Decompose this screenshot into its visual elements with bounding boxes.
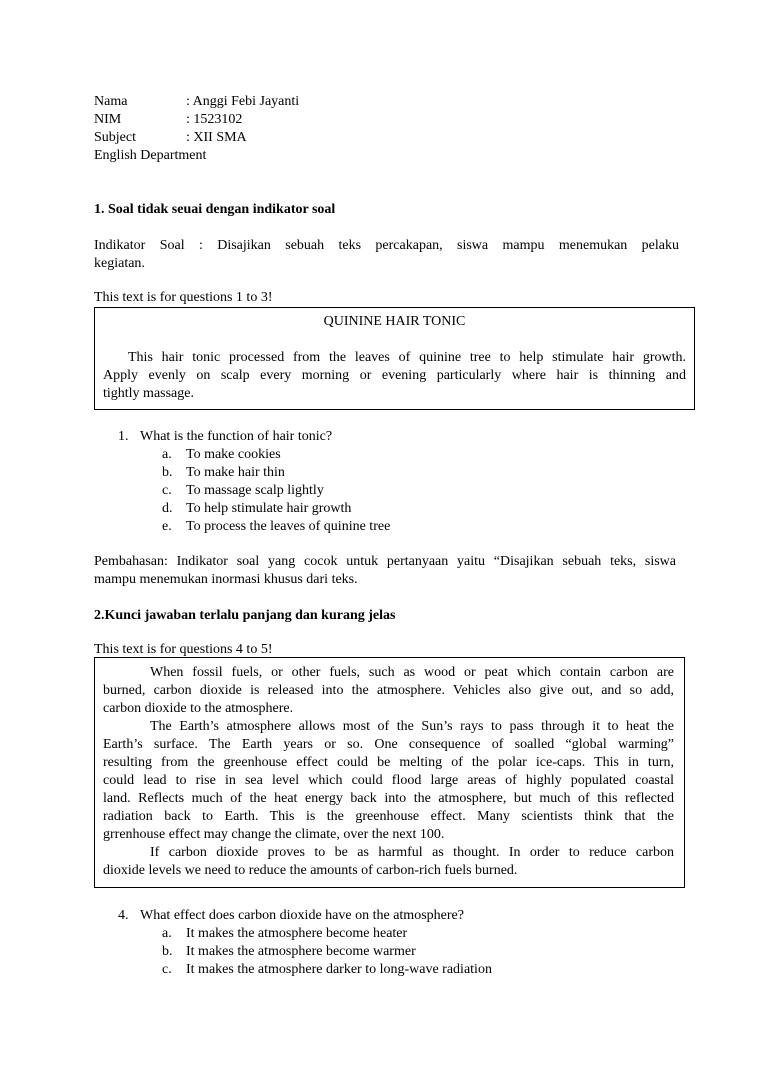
- option-text: It makes the atmosphere become heater: [186, 926, 408, 941]
- reading-box-hair-tonic: [94, 307, 695, 410]
- option-text: To help stimulate hair growth: [186, 501, 352, 516]
- reading-box-carbon: [94, 657, 685, 888]
- header-label-nama: Nama: [94, 94, 128, 109]
- option-text: To process the leaves of quinine tree: [186, 519, 391, 534]
- header-department: English Department: [94, 148, 207, 163]
- option-text: To make cookies: [186, 447, 281, 462]
- question-number: 1.: [118, 429, 129, 444]
- section2-heading: 2.Kunci jawaban terlalu panjang dan kurang jelas: [94, 608, 396, 623]
- header-value-subject: : XII SMA: [186, 130, 247, 145]
- question-number: 4.: [118, 908, 129, 923]
- header-label-nim: NIM: [94, 112, 122, 127]
- reading-box-line: resulting from the greenhouse effect could be melting of the polar ice-caps. This in turn,: [103, 755, 674, 770]
- reading-box-line: tightly massage.: [103, 386, 194, 401]
- header-value-nama: : Anggi Febi Jayanti: [186, 94, 300, 109]
- reading-box-title: QUININE HAIR TONIC: [323, 314, 466, 329]
- reading-box-line: If carbon dioxide proves to be as harmful as thought. In order to reduce carbon: [150, 845, 674, 860]
- option-text: To massage scalp lightly: [186, 483, 324, 498]
- section1-intro: This text is for questions 1 to 3!: [94, 290, 273, 305]
- reading-box-line: could lead to rise in sea level which could flood large areas of highly populated coastal: [103, 773, 674, 788]
- question-text: What effect does carbon dioxide have on the atmosphere?: [140, 908, 464, 923]
- reading-box-line: carbon dioxide to the atmosphere.: [103, 701, 294, 716]
- option-letter: a.: [162, 926, 172, 941]
- pembahasan-line2: mampu menemukan inormasi khusus dari teks.: [94, 572, 358, 587]
- reading-box-line: This hair tonic processed from the leaves of quinine tree to help stimulate hair growth.: [128, 350, 686, 365]
- option-letter: b.: [162, 944, 173, 959]
- question-text: What is the function of hair tonic?: [140, 429, 333, 444]
- header-label-subject: Subject: [94, 130, 136, 145]
- reading-box-line: land. Reflects much of the heat energy back into the atmosphere, but much of this reflected: [103, 791, 674, 806]
- reading-box-line: The Earth’s atmosphere allows most of the Sun’s rays to pass through it to heat the: [150, 719, 674, 734]
- reading-box-line: burned, carbon dioxide is released into the atmosphere. Vehicles also give out, and so add,: [103, 683, 674, 698]
- section1-heading: 1. Soal tidak seuai dengan indikator soal: [94, 202, 336, 217]
- header-value-nim: : 1523102: [186, 112, 243, 127]
- section1-indikator-line2: kegiatan.: [94, 256, 145, 271]
- reading-box-line: When fossil fuels, or other fuels, such as wood or peat which contain carbon are: [150, 665, 674, 680]
- option-letter: c.: [162, 962, 172, 977]
- option-letter: a.: [162, 447, 172, 462]
- section1-indikator-line1: Indikator Soal : Disajikan sebuah teks percakapan, siswa mampu menemukan pelaku: [94, 238, 679, 253]
- option-letter: c.: [162, 483, 172, 498]
- reading-box-line: dioxide levels we need to reduce the amounts of carbon-rich fuels burned.: [103, 863, 518, 878]
- option-letter: d.: [162, 501, 173, 516]
- reading-box-line: Apply evenly on scalp every morning or evening particularly where hair is thinning and: [103, 368, 686, 383]
- reading-box-line: Earth’s surface. The Earth years or so. One consequence of soalled “global warming”: [103, 737, 674, 752]
- option-letter: e.: [162, 519, 172, 534]
- reading-box-line: grrenhouse effect may change the climate, over the next 100.: [103, 827, 445, 842]
- option-text: It makes the atmosphere darker to long-wave radiation: [186, 962, 492, 977]
- option-text: It makes the atmosphere become warmer: [186, 944, 416, 959]
- option-text: To make hair thin: [186, 465, 285, 480]
- pembahasan-line1: Pembahasan: Indikator soal yang cocok untuk pertanyaan yaitu “Disajikan sebuah teks, siswa: [94, 554, 676, 569]
- section2-intro: This text is for questions 4 to 5!: [94, 642, 273, 657]
- option-letter: b.: [162, 465, 173, 480]
- reading-box-line: radiation back to Earth. This is the greenhouse effect. Many scientists think that the: [103, 809, 674, 824]
